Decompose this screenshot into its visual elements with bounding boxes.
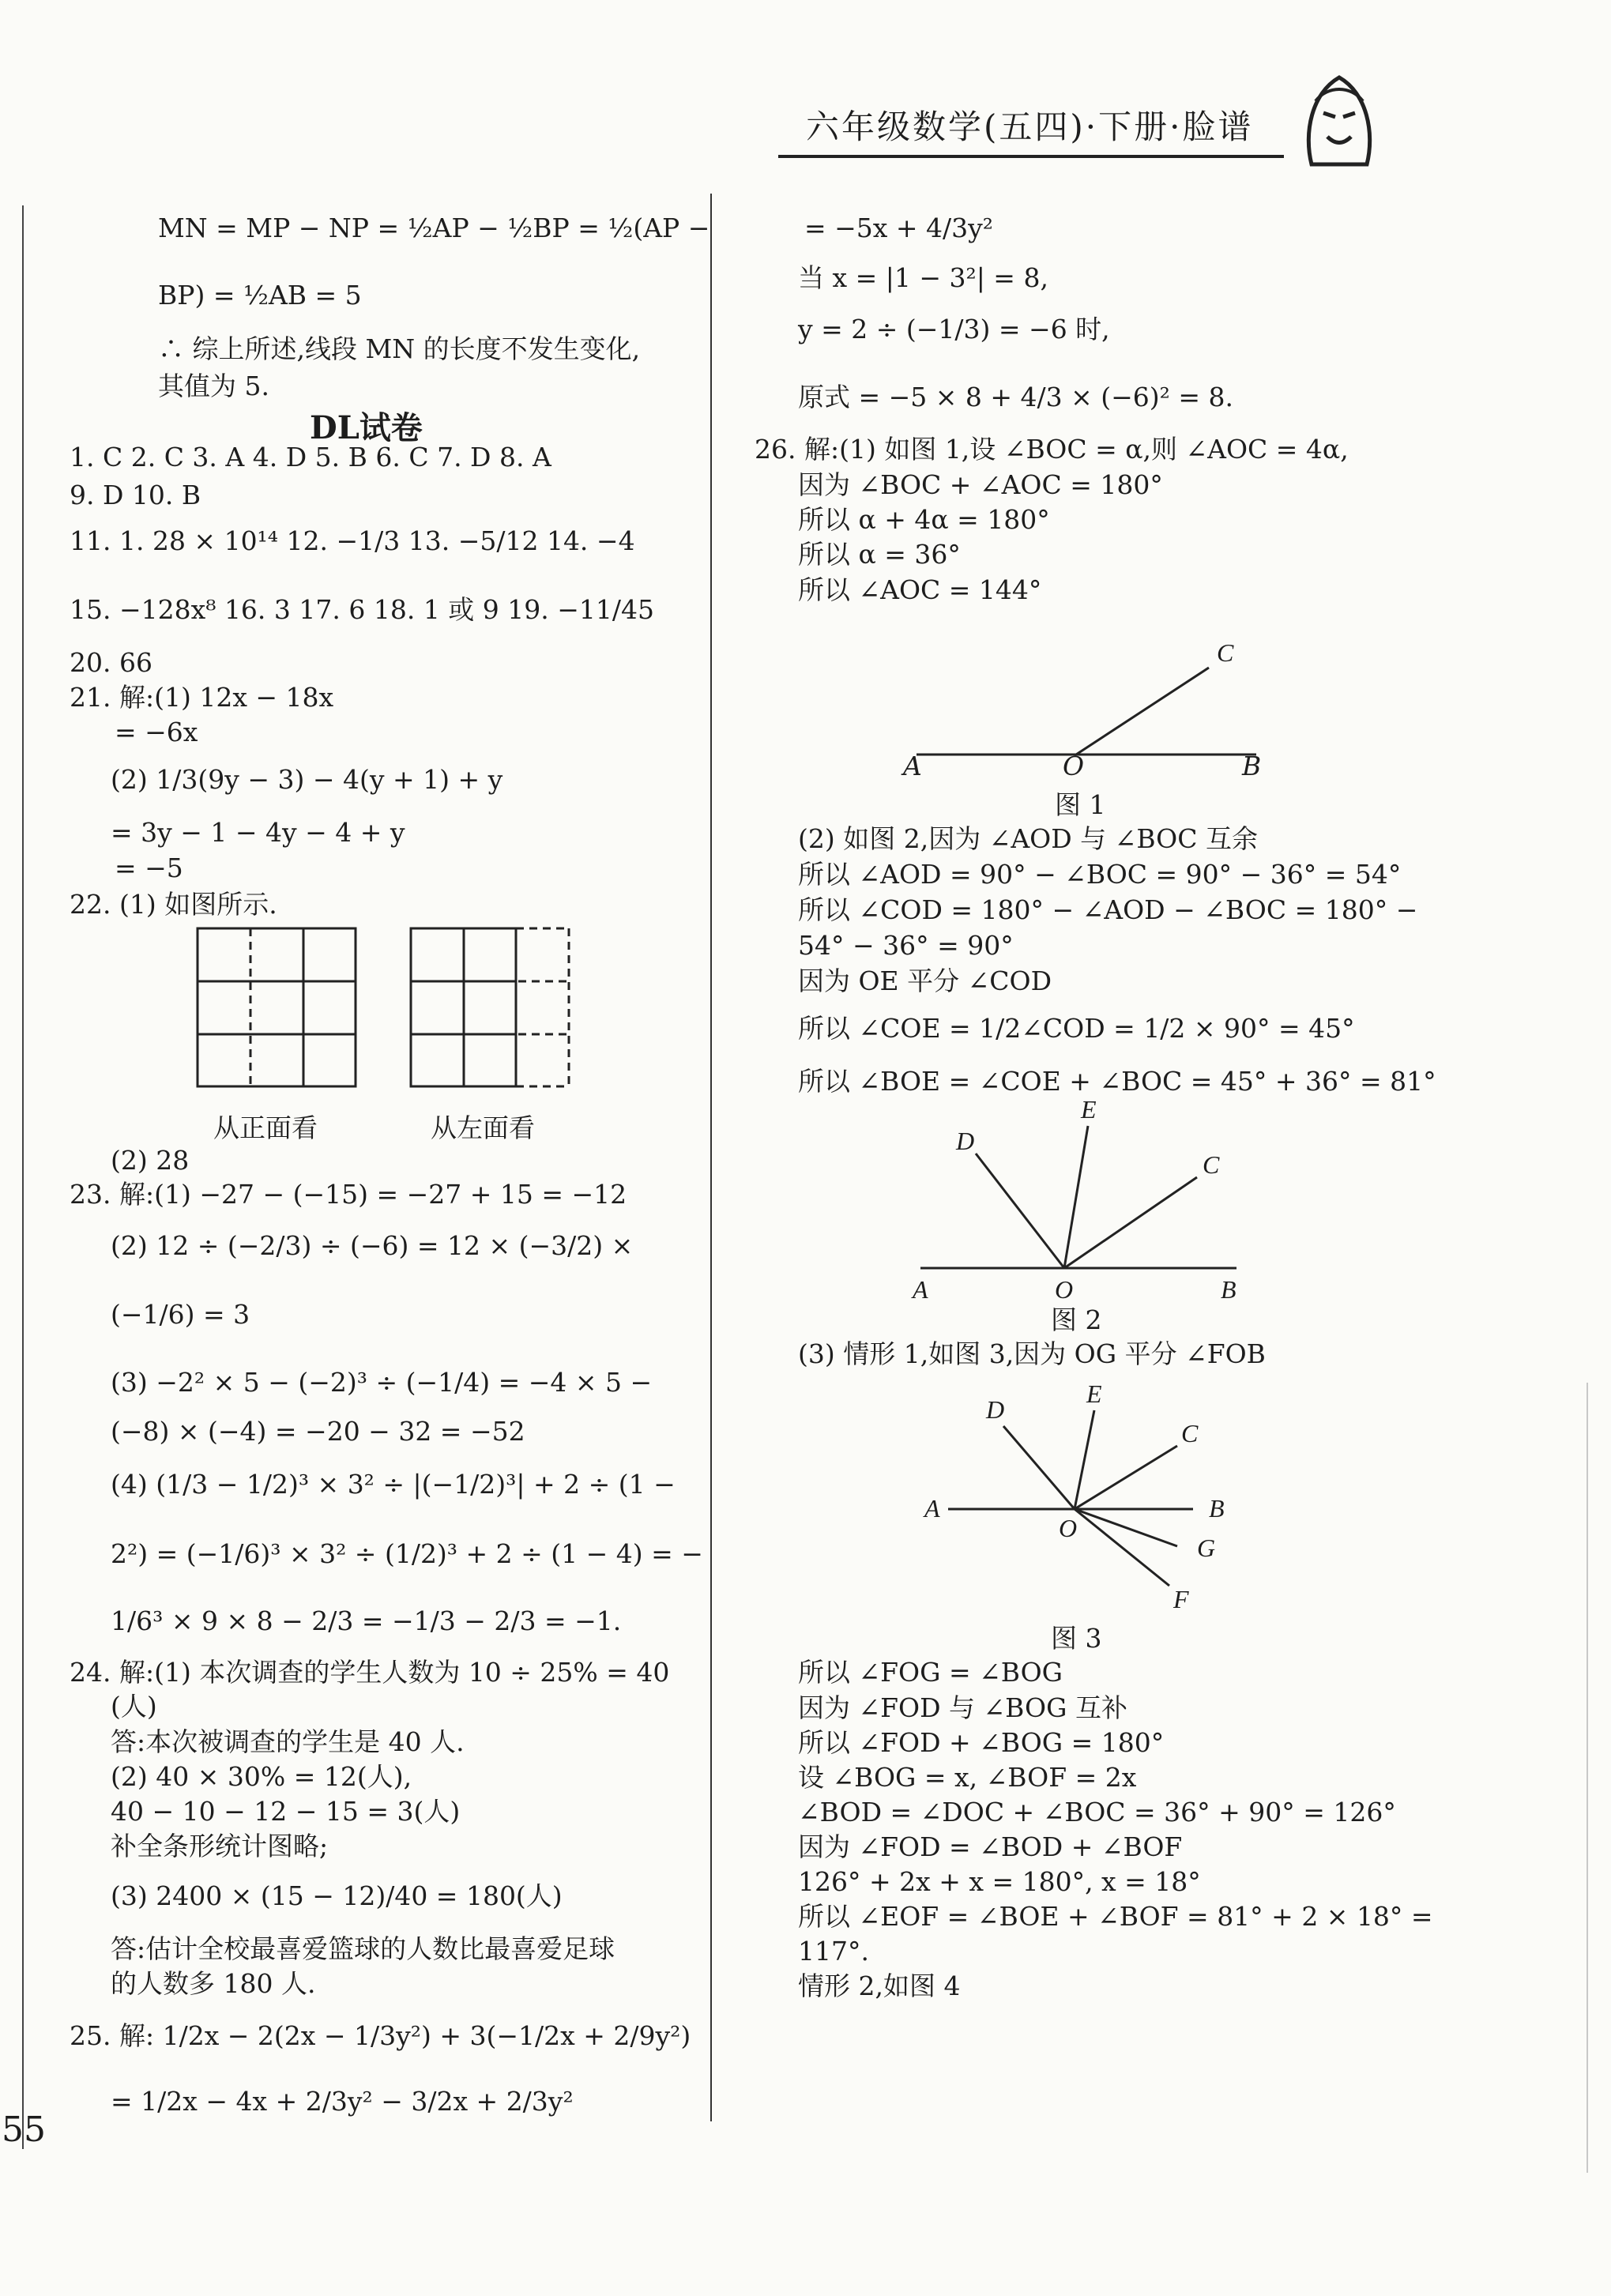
ray-OE (1075, 1410, 1094, 1509)
answer-line: = −5x + 4/3y² (804, 213, 994, 243)
answer-line: 所以 α = 36° (798, 539, 961, 570)
column-divider (710, 194, 712, 2121)
ray-OF (1075, 1509, 1169, 1586)
label-C: C (1181, 1419, 1199, 1447)
label-E: E (1081, 1095, 1097, 1124)
label-F: F (1173, 1585, 1189, 1613)
answer-line: BP) = ½AB = 5 (158, 280, 362, 311)
answer-line: 答:本次被调查的学生是 40 人. (111, 1726, 465, 1757)
label-D: D (956, 1127, 975, 1155)
label-C: C (1203, 1150, 1220, 1179)
figure-3-caption: 图 3 (1051, 1623, 1102, 1654)
answer-line: MN = MP − NP = ½AP − ½BP = ½(AP − (158, 213, 710, 243)
answer-line: 所以 ∠BOE = ∠COE + ∠BOC = 45° + 36° = 81° (798, 1066, 1436, 1097)
label-E: E (1086, 1379, 1102, 1408)
answer-line: 当 x = |1 − 3²| = 8, (798, 262, 1048, 293)
answer-line: 其值为 5. (158, 371, 269, 401)
ray-OE (1064, 1126, 1088, 1268)
answer-line: (2) 12 ÷ (−2/3) ÷ (−6) = 12 × (−3/2) × (111, 1230, 634, 1261)
label-O: O (1059, 1514, 1078, 1542)
answer-line: 40 − 10 − 12 − 15 = 3(人) (111, 1796, 461, 1827)
answer-line: 2²) = (−1/6)³ × 3² ÷ (1/2)³ + 2 ÷ (1 − 4) = − (111, 1538, 703, 1569)
answer-line: 所以 α + 4α = 180° (798, 504, 1050, 535)
answer-line: 20. 66 (70, 647, 152, 678)
answer-line: 所以 ∠FOG = ∠BOG (798, 1657, 1063, 1688)
figure-1-caption: 图 1 (1055, 789, 1106, 820)
answer-line: (3) 2400 × (15 − 12)/40 = 180(人) (111, 1880, 563, 1911)
answer-line: 设 ∠BOG = x, ∠BOF = 2x (798, 1762, 1137, 1793)
left-view-caption: 从左面看 (431, 1112, 535, 1143)
answer-line: 所以 ∠EOF = ∠BOE + ∠BOF = 81° + 2 × 18° = (798, 1901, 1433, 1932)
answer-line: 117°. (798, 1936, 869, 1967)
answer-line: 情形 2,如图 4 (798, 1970, 961, 2001)
label-O: O (1063, 751, 1085, 781)
header-rule (778, 155, 1284, 158)
answer-line: (−1/6) = 3 (111, 1299, 250, 1330)
answer-line: (4) (1/3 − 1/2)³ × 3² ÷ |(−1/2)³| + 2 ÷ (1 − (111, 1469, 676, 1500)
answer-line: 25. 解: 1/2x − 2(2x − 1/3y²) + 3(−1/2x + 2/9y²) (70, 2020, 691, 2051)
label-A: A (924, 1494, 940, 1523)
answer-line: 21. 解:(1) 12x − 18x (70, 682, 334, 713)
left-margin-rule (22, 205, 24, 2149)
answer-line: 126° + 2x + x = 180°, x = 18° (798, 1866, 1201, 1897)
answer-line: 因为 ∠FOD 与 ∠BOG 互补 (798, 1692, 1127, 1723)
answer-line: 原式 = −5 × 8 + 4/3 × (−6)² = 8. (798, 382, 1234, 412)
answer-line: (人) (111, 1691, 157, 1722)
label-G: G (1197, 1534, 1216, 1562)
answer-line: (3) −2² × 5 − (−2)³ ÷ (−1/4) = −4 × 5 − (111, 1367, 653, 1398)
answer-line: = −6x (115, 717, 198, 747)
label-B: B (1209, 1494, 1225, 1523)
answer-line: ∴ 综上所述,线段 MN 的长度不发生变化, (158, 333, 641, 364)
answer-line: (2) 如图 2,因为 ∠AOD 与 ∠BOC 互余 (798, 823, 1258, 854)
front-view-caption: 从正面看 (213, 1112, 318, 1143)
answer-line: = 3y − 1 − 4y − 4 + y (111, 817, 405, 848)
answer-line: 54° − 36° = 90° (798, 930, 1014, 961)
label-A: A (913, 1275, 928, 1304)
ray-OC (1064, 1177, 1197, 1268)
label-O: O (1055, 1275, 1074, 1304)
answer-line: y = 2 ÷ (−1/3) = −6 时, (798, 314, 1110, 344)
answer-line: = 1/2x − 4x + 2/3y² − 3/2x + 2/3y² (111, 2086, 574, 2117)
answer-line: 所以 ∠AOD = 90° − ∠BOC = 90° − 36° = 54° (798, 859, 1402, 890)
right-margin-rule (1587, 1383, 1588, 2173)
answer-line: 因为 ∠BOC + ∠AOC = 180° (798, 469, 1163, 500)
figure-1 (893, 620, 1288, 758)
answer-line: 补全条形统计图略; (111, 1831, 329, 1861)
answer-line: 9. D 10. B (70, 480, 201, 510)
answer-line: ∠BOD = ∠DOC + ∠BOC = 36° + 90° = 126° (798, 1797, 1396, 1827)
page-number: 55 (2, 2110, 46, 2150)
answer-line: 24. 解:(1) 本次调查的学生人数为 10 ÷ 25% = 40 (70, 1657, 670, 1688)
answer-line: 26. 解:(1) 如图 1,设 ∠BOC = α,则 ∠AOC = 4α, (755, 434, 1349, 465)
label-A: A (903, 751, 922, 781)
figure-2 (901, 1094, 1264, 1304)
answer-line: 因为 OE 平分 ∠COD (798, 965, 1052, 996)
answer-line: (2) 1/3(9y − 3) − 4(y + 1) + y (111, 764, 503, 795)
answer-line: 所以 ∠COE = 1/2∠COD = 1/2 × 90° = 45° (798, 1013, 1355, 1044)
answer-line: 因为 ∠FOD = ∠BOD + ∠BOF (798, 1831, 1183, 1862)
answer-line: 所以 ∠FOD + ∠BOG = 180° (798, 1727, 1165, 1758)
ray-OD (1003, 1426, 1075, 1509)
ray-OD (976, 1154, 1064, 1268)
front-view (198, 928, 356, 1086)
label-B: B (1221, 1275, 1236, 1304)
answer-line: (2) 28 (111, 1145, 190, 1176)
figure-3 (917, 1379, 1264, 1616)
answer-line: (3) 情形 1,如图 3,因为 OG 平分 ∠FOB (798, 1338, 1266, 1369)
answer-line: 22. (1) 如图所示. (70, 889, 277, 920)
answer-line: 1/6³ × 9 × 8 − 2/3 = −1/3 − 2/3 = −1. (111, 1605, 622, 1636)
ray-OC (1075, 1446, 1177, 1509)
three-view-figure (194, 924, 573, 1094)
answer-line: 11. 1. 28 × 10¹⁴ 12. −1/3 13. −5/12 14. −4 (70, 525, 635, 556)
answer-line: 15. −128x⁸ 16. 3 17. 6 18. 1 或 9 19. −11/45 (70, 594, 655, 625)
mask-logo-icon (1296, 70, 1383, 172)
answer-line: 1. C 2. C 3. A 4. D 5. B 6. C 7. D 8. A (70, 442, 551, 472)
ray-OC (1076, 668, 1209, 755)
answer-line: 答:估计全校最喜爱篮球的人数比最喜爱足球 (111, 1933, 615, 1964)
answer-line: 的人数多 180 人. (111, 1968, 316, 1999)
answer-line: 23. 解:(1) −27 − (−15) = −27 + 15 = −12 (70, 1179, 627, 1210)
left-view (411, 928, 569, 1086)
running-header: 六年级数学(五四)·下册·脸谱 (806, 107, 1254, 146)
label-B: B (1242, 751, 1262, 781)
label-D: D (986, 1395, 1005, 1424)
answer-line: = −5 (115, 853, 183, 883)
answer-line: 所以 ∠COD = 180° − ∠AOD − ∠BOC = 180° − (798, 894, 1418, 925)
answer-line: (2) 40 × 30% = 12(人), (111, 1761, 412, 1792)
section-title: DL试卷 (310, 409, 423, 446)
answer-line: 所以 ∠AOC = 144° (798, 574, 1042, 605)
ray-OG (1075, 1509, 1177, 1546)
figure-2-caption: 图 2 (1051, 1304, 1102, 1335)
label-C: C (1217, 638, 1234, 667)
answer-line: (−8) × (−4) = −20 − 32 = −52 (111, 1416, 525, 1447)
